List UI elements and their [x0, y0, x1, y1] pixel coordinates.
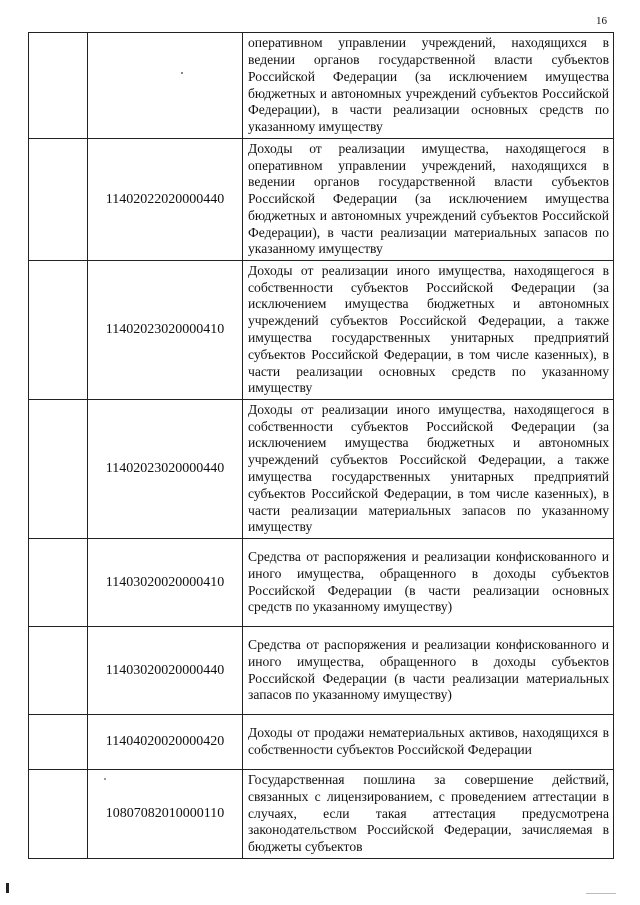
description-text: Доходы от реализации иного имущества, находящегося в собственности субъектов Российской Федерации (за исключением имущества бюджетных и автономных учреждений субъектов Российской Федерации, а также имущества государственных унитарных предприятий субъектов Российской Федерации, в том числе казенных), в части реализации основных средств по указанному имуществу	[248, 262, 609, 396]
table-row	[29, 770, 614, 859]
scan-speck	[181, 72, 183, 74]
table-row	[29, 715, 614, 770]
description-cell	[243, 139, 614, 261]
budget-code-cell: 10807082010000110	[88, 770, 243, 859]
table-row	[29, 627, 614, 715]
budget-code-cell: 11402023020000440	[88, 400, 243, 539]
empty-cell	[29, 33, 88, 139]
description-cell	[243, 400, 614, 539]
budget-code-cell: 11402023020000410	[88, 261, 243, 400]
table-row	[29, 400, 614, 539]
scan-line	[586, 893, 616, 894]
description-cell	[243, 33, 614, 139]
description-text: Доходы от продажи нематериальных активов, находящихся в собственности субъектов Российской Федерации	[248, 725, 609, 757]
empty-cell	[29, 139, 88, 261]
scan-speck	[104, 778, 106, 780]
description-text: Доходы от реализации имущества, находящегося в оперативном управлении учреждений, находящихся в ведении органов государственной власти субъектов Российской Федерации (за исключением имущества бюджетных и автономных учреждений субъектов Российской Федерации), в части реализации материальных запасов по указанному имуществу	[248, 140, 609, 257]
page-number: 16	[596, 15, 607, 27]
empty-cell	[29, 627, 88, 715]
empty-cell	[29, 539, 88, 627]
description-text: Доходы от реализации иного имущества, находящегося в собственности субъектов Российской Федерации (за исключением имущества бюджетных и автономных учреждений субъектов Российской Федерации, а также имущества государственных унитарных предприятий субъектов Российской Федерации, в том числе казенных), в части реализации материальных запасов по указанному имуществу	[248, 401, 609, 535]
budget-code-cell: 11403020020000440	[88, 627, 243, 715]
description-text: Государственная пошлина за совершение действий, связанных с лицензированием, с проведением аттестации в случаях, если такая аттестация предусмотрена законодательством Российской Федерации, зачисляемая в бюджеты субъектов	[248, 772, 609, 855]
budget-code-cell: 11402022020000440	[88, 139, 243, 261]
empty-cell	[29, 715, 88, 770]
budget-code-cell	[88, 33, 243, 139]
description-text: Средства от распоряжения и реализации конфискованного и иного имущества, обращенного в доходы субъектов Российской Федерации (в части реализации материальных запасов по указанному имуществу)	[248, 636, 609, 703]
description-text: Средства от распоряжения и реализации конфискованного и иного имущества, обращенного в доходы субъектов Российской Федерации (в части реализации основных средств по указанному имуществу)	[248, 548, 609, 615]
table-row	[29, 139, 614, 261]
table-row	[29, 33, 614, 139]
scan-edge-mark	[6, 883, 9, 893]
description-cell	[243, 261, 614, 400]
description-cell	[243, 715, 614, 770]
budget-code-cell: 11403020020000410	[88, 539, 243, 627]
budget-code-cell: 11404020020000420	[88, 715, 243, 770]
table-row	[29, 261, 614, 400]
table-row	[29, 539, 614, 627]
description-cell	[243, 627, 614, 715]
description-cell	[243, 770, 614, 859]
empty-cell	[29, 261, 88, 400]
description-text: оперативном управлении учреждений, находящихся в ведении органов государственной власти субъектов Российской Федерации (за исключением имущества бюджетных и автономных учреждений субъектов Российской Федерации), в части реализации основных средств по указанному имуществу	[248, 35, 609, 135]
empty-cell	[29, 400, 88, 539]
revenue-codes-table	[28, 32, 614, 859]
description-cell	[243, 539, 614, 627]
empty-cell	[29, 770, 88, 859]
